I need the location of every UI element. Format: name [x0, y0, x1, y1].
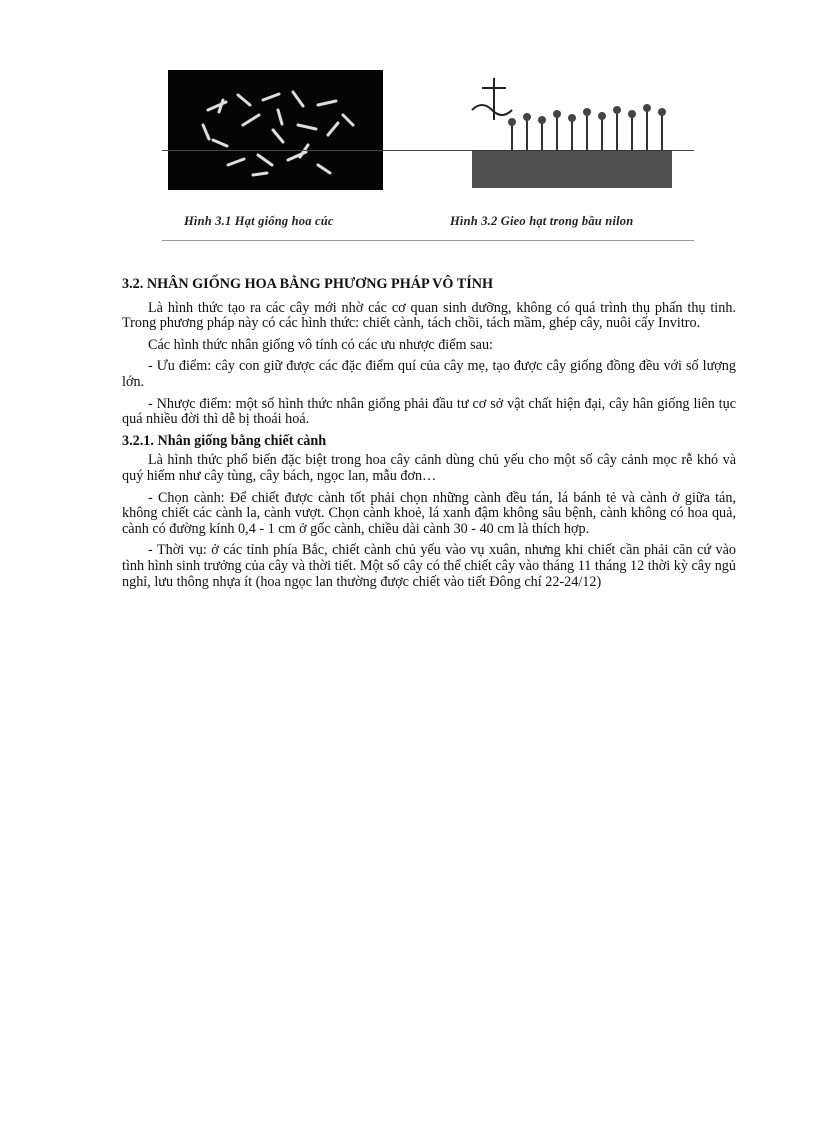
paragraph: Các hình thức nhân giống vô tính có các ưu nhược điểm sau: [148, 336, 493, 353]
figure-caption: Hình 3.2 Gieo hạt trong bầu nilon [450, 214, 634, 228]
paragraph: - Nhược điểm: một số hình thức nhân giống phải đầu tư cơ sở vật chất hiện đại, cây hân giống liên tục quá nhiều đời thì dễ bị thoái hoá. [122, 395, 736, 428]
seeds-photo-icon [168, 70, 383, 190]
seedling-tray-icon [452, 70, 692, 194]
paragraph: - Ưu điểm: cây con giữ được các đặc điểm quí của cây mẹ, tạo được cây giống đồng đều với số lượng lớn. [122, 358, 736, 390]
paragraph: - Chọn cành: Để chiết được cành tốt phải chọn những cành đều tán, lá bánh tẻ và cành ở giữa tán, không chiết các cành la, cành vượt. Chọn cành khoẻ, lá xanh đậm không sâu bệnh, cành không có hoa quả, cành có đường kính 0,4 - 1 cm ở gốc cành, chiều dài cành 30 - 40 cm là thích hợp. [122, 489, 736, 537]
paragraph: Là hình thức phổ biến đặc biệt trong hoa cây cảnh dùng chủ yếu cho một số cây cảnh mọc rễ khó và quý hiếm như cây tùng, cây bách, ngọc lan, mẫu đơn… [122, 452, 736, 484]
document-body [122, 277, 736, 596]
paragraph: - Thời vụ: ở các tỉnh phía Bắc, chiết cành chủ yếu vào vụ xuân, nhưng khi chiết cần phải căn cứ vào tình hình sinh trưởng của cây và thời tiết. Một số cây có thể chiết cây vào tháng 11 tháng 12 thời kỳ cây ngủ nghỉ, lưu thông nhựa ít (hoa ngọc lan thường được chiết vào tiết Đông chí 22-24/12) [122, 542, 736, 590]
section-title: 3.2. NHÂN GIỐNG HOA BẰNG PHƯƠNG PHÁP VÔ TÍNH [122, 276, 493, 292]
paragraph: Là hình thức tạo ra các cây mới nhờ các cơ quan sinh dưỡng, không có quá trình thụ phấn thụ tinh. Trong phương pháp này có các hình thức: chiết cành, tách chồi, tách mầm, ghép cây, nuôi cấy Invitro. [122, 299, 736, 332]
subsection-title: 3.2.1. Nhân giống bằng chiết cành [122, 432, 327, 449]
figure-caption: Hình 3.1 Hạt giống hoa cúc [184, 214, 334, 228]
figure-bottom-rule [162, 240, 694, 241]
figure-panel [162, 66, 694, 242]
